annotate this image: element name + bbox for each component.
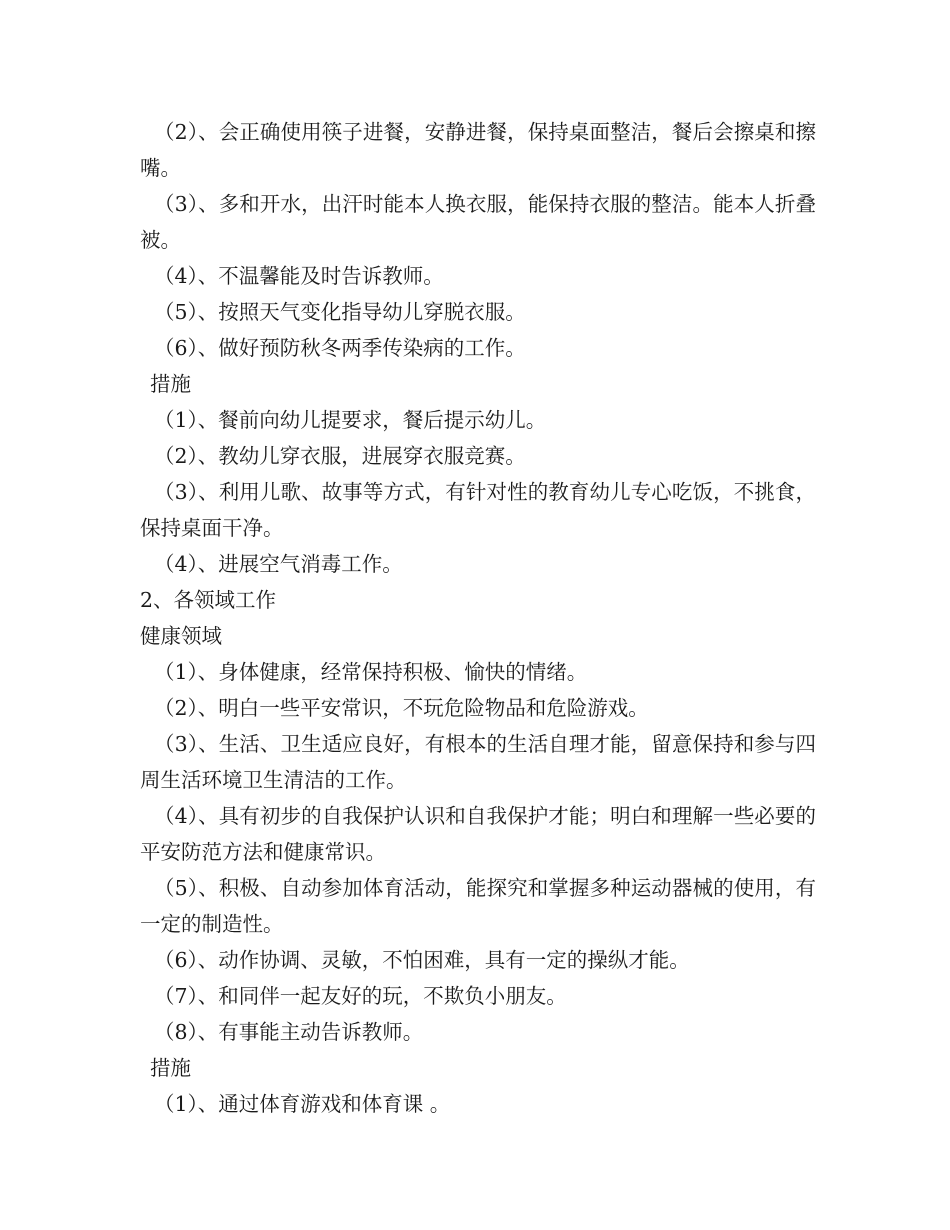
paragraph-routine-3: （3）、多和开水，出汗时能本人换衣服，能保持衣服的整洁。能本人折叠被。 (140, 192, 816, 252)
paragraph-routine-6: （6）、做好预防秋冬两季传染病的工作。 (154, 336, 526, 360)
paragraph-measure-4: （4）、进展空气消毒工作。 (154, 552, 403, 576)
paragraph-routine-4: （4）、不温馨能及时告诉教师。 (154, 264, 444, 288)
subsection-heading: 健康领域 (140, 624, 222, 648)
measures-heading: 措施 (150, 372, 191, 396)
paragraph-measure-1: （1）、餐前向幼儿提要求，餐后提示幼儿。 (154, 408, 547, 432)
paragraph-health-measure-1: （1）、通过体育游戏和体育课 。 (154, 1092, 451, 1116)
paragraph-routine-5: （5）、按照天气变化指导幼儿穿脱衣服。 (154, 300, 526, 324)
paragraph-routine-2: （2）、会正确使用筷子进餐，安静进餐，保持桌面整洁，餐后会擦桌和擦嘴。 (140, 120, 816, 180)
paragraph-health-3: （3）、生活、卫生适应良好，有根本的生活自理才能，留意保持和参与四周生活环境卫生清洁的工作。 (140, 732, 816, 792)
paragraph-measure-2: （2）、教幼儿穿衣服，进展穿衣服竞赛。 (154, 444, 526, 468)
paragraph-health-7: （7）、和同伴一起友好的玩，不欺负小朋友。 (154, 984, 567, 1008)
paragraph-health-2: （2）、明白一些平安常识，不玩危险物品和危险游戏。 (154, 696, 649, 720)
paragraph-measure-3: （3）、利用儿歌、故事等方式，有针对性的教育幼儿专心吃饭，不挑食，保持桌面干净。 (140, 480, 816, 540)
paragraph-health-1: （1）、身体健康，经常保持积极、愉快的情绪。 (154, 660, 588, 684)
paragraph-health-8: （8）、有事能主动告诉教师。 (154, 1020, 424, 1044)
paragraph-health-5: （5）、积极、自动参加体育活动，能探究和掌握多种运动器械的使用，有一定的制造性。 (140, 876, 816, 936)
document-body (140, 114, 816, 1122)
paragraph-health-4: （4）、具有初步的自我保护认识和自我保护才能；明白和理解一些必要的平安防范方法和健康常识。 (140, 804, 816, 864)
paragraph-health-6: （6）、动作协调、灵敏，不怕困难，具有一定的操纵才能。 (154, 948, 690, 972)
section-heading: 2、各领域工作 (140, 588, 277, 612)
measures-heading-2: 措施 (150, 1056, 191, 1080)
